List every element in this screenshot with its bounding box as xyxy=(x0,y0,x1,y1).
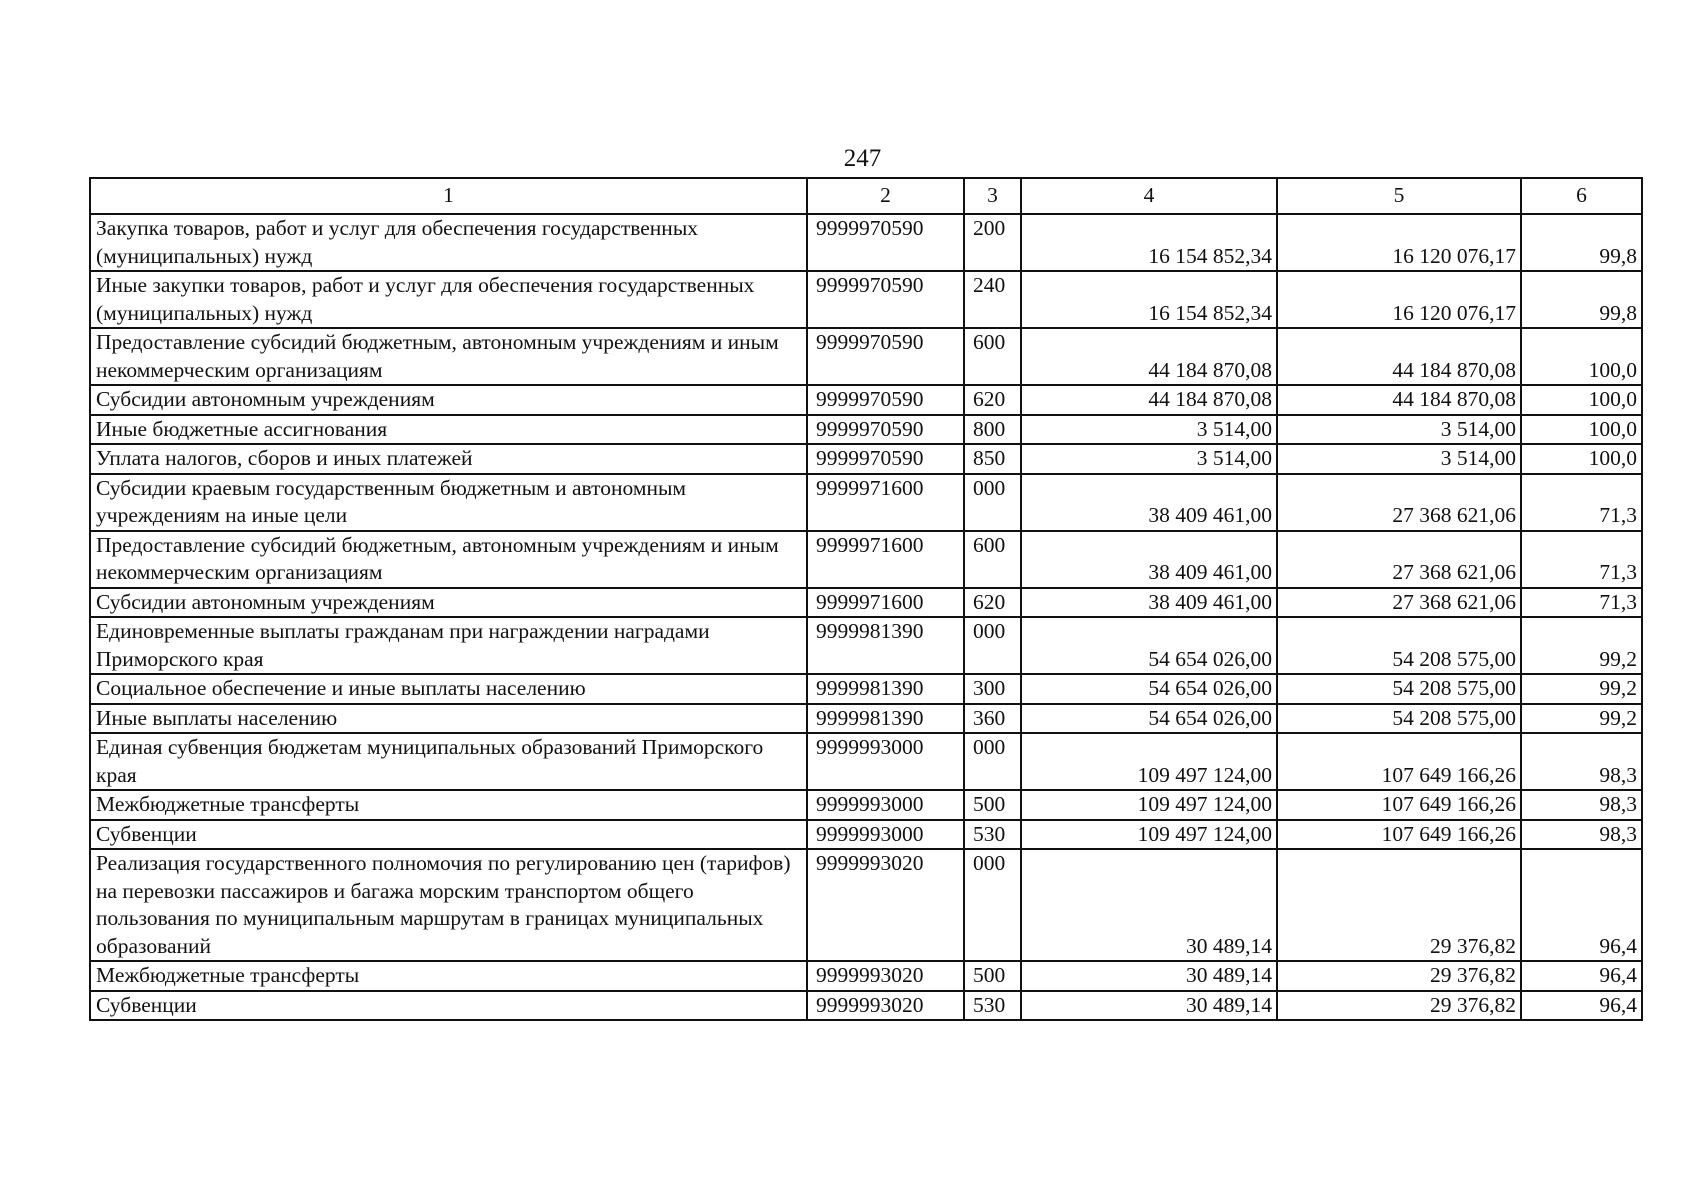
execution-percent-cell: 71,3 xyxy=(1521,474,1642,531)
table-row xyxy=(90,849,1642,961)
table-row xyxy=(90,704,1642,734)
expense-kind-code-cell: 000 xyxy=(964,617,1021,674)
execution-percent-cell: 99,8 xyxy=(1521,271,1642,328)
item-name-cell: Уплата налогов, сборов и иных платежей xyxy=(90,444,807,474)
planned-amount-cell: 16 154 852,34 xyxy=(1021,271,1277,328)
execution-percent-cell: 100,0 xyxy=(1521,444,1642,474)
item-name-cell: Иные закупки товаров, работ и услуг для обеспечения государственных (муниципальных) нужд xyxy=(90,271,807,328)
execution-percent-cell: 71,3 xyxy=(1521,588,1642,618)
target-article-code-cell: 9999981390 xyxy=(807,617,964,674)
target-article-code-cell: 9999970590 xyxy=(807,214,964,271)
item-name-cell: Межбюджетные трансферты xyxy=(90,790,807,820)
execution-percent-cell: 100,0 xyxy=(1521,328,1642,385)
executed-amount-cell: 107 649 166,26 xyxy=(1277,733,1521,790)
item-name-cell: Субвенции xyxy=(90,820,807,850)
planned-amount-cell: 38 409 461,00 xyxy=(1021,474,1277,531)
planned-amount-cell: 30 489,14 xyxy=(1021,961,1277,991)
target-article-code-cell: 9999971600 xyxy=(807,531,964,588)
target-article-code-cell: 9999993000 xyxy=(807,733,964,790)
target-article-code-cell: 9999981390 xyxy=(807,674,964,704)
target-article-code-cell: 9999970590 xyxy=(807,415,964,445)
execution-percent-cell: 71,3 xyxy=(1521,531,1642,588)
execution-percent-cell: 100,0 xyxy=(1521,385,1642,415)
executed-amount-cell: 16 120 076,17 xyxy=(1277,214,1521,271)
executed-amount-cell: 44 184 870,08 xyxy=(1277,385,1521,415)
executed-amount-cell: 54 208 575,00 xyxy=(1277,704,1521,734)
expense-kind-code-cell: 600 xyxy=(964,328,1021,385)
expense-kind-code-cell: 360 xyxy=(964,704,1021,734)
item-name-cell: Единовременные выплаты гражданам при награждении наградами Приморского края xyxy=(90,617,807,674)
item-name-cell: Реализация государственного полномочия по регулированию цен (тарифов) на перевозки пассажиров и багажа морским транспортом общего пользования по муниципальным маршрутам в границах муниципальных образований xyxy=(90,849,807,961)
column-header-2: 2 xyxy=(807,178,964,214)
item-name-cell: Предоставление субсидий бюджетным, автономным учреждениям и иным некоммерческим организациям xyxy=(90,531,807,588)
expense-kind-code-cell: 000 xyxy=(964,733,1021,790)
executed-amount-cell: 16 120 076,17 xyxy=(1277,271,1521,328)
expense-kind-code-cell: 000 xyxy=(964,474,1021,531)
item-name-cell: Иные выплаты населению xyxy=(90,704,807,734)
executed-amount-cell: 107 649 166,26 xyxy=(1277,790,1521,820)
expense-kind-code-cell: 800 xyxy=(964,415,1021,445)
execution-percent-cell: 99,2 xyxy=(1521,617,1642,674)
execution-percent-cell: 98,3 xyxy=(1521,733,1642,790)
expense-kind-code-cell: 530 xyxy=(964,991,1021,1021)
execution-percent-cell: 98,3 xyxy=(1521,820,1642,850)
table-body xyxy=(90,214,1642,1020)
execution-percent-cell: 96,4 xyxy=(1521,961,1642,991)
target-article-code-cell: 9999993000 xyxy=(807,790,964,820)
execution-percent-cell: 96,4 xyxy=(1521,849,1642,961)
planned-amount-cell: 3 514,00 xyxy=(1021,444,1277,474)
table-row xyxy=(90,531,1642,588)
table-row xyxy=(90,733,1642,790)
column-header-5: 5 xyxy=(1277,178,1521,214)
budget-execution-table xyxy=(89,177,1643,1021)
planned-amount-cell: 30 489,14 xyxy=(1021,849,1277,961)
target-article-code-cell: 9999971600 xyxy=(807,474,964,531)
planned-amount-cell: 3 514,00 xyxy=(1021,415,1277,445)
execution-percent-cell: 100,0 xyxy=(1521,415,1642,445)
expense-kind-code-cell: 300 xyxy=(964,674,1021,704)
execution-percent-cell: 98,3 xyxy=(1521,790,1642,820)
item-name-cell: Субвенции xyxy=(90,991,807,1021)
column-header-4: 4 xyxy=(1021,178,1277,214)
item-name-cell: Закупка товаров, работ и услуг для обеспечения государственных (муниципальных) нужд xyxy=(90,214,807,271)
item-name-cell: Межбюджетные трансферты xyxy=(90,961,807,991)
planned-amount-cell: 54 654 026,00 xyxy=(1021,704,1277,734)
item-name-cell: Субсидии автономным учреждениям xyxy=(90,385,807,415)
executed-amount-cell: 29 376,82 xyxy=(1277,991,1521,1021)
target-article-code-cell: 9999993020 xyxy=(807,991,964,1021)
target-article-code-cell: 9999993020 xyxy=(807,849,964,961)
expense-kind-code-cell: 500 xyxy=(964,961,1021,991)
planned-amount-cell: 38 409 461,00 xyxy=(1021,531,1277,588)
target-article-code-cell: 9999981390 xyxy=(807,704,964,734)
target-article-code-cell: 9999971600 xyxy=(807,588,964,618)
item-name-cell: Иные бюджетные ассигнования xyxy=(90,415,807,445)
execution-percent-cell: 96,4 xyxy=(1521,991,1642,1021)
expense-kind-code-cell: 240 xyxy=(964,271,1021,328)
planned-amount-cell: 44 184 870,08 xyxy=(1021,328,1277,385)
execution-percent-cell: 99,8 xyxy=(1521,214,1642,271)
executed-amount-cell: 29 376,82 xyxy=(1277,961,1521,991)
planned-amount-cell: 16 154 852,34 xyxy=(1021,214,1277,271)
expense-kind-code-cell: 850 xyxy=(964,444,1021,474)
table-row xyxy=(90,214,1642,271)
executed-amount-cell: 107 649 166,26 xyxy=(1277,820,1521,850)
item-name-cell: Единая субвенция бюджетам муниципальных образований Приморского края xyxy=(90,733,807,790)
table-row xyxy=(90,588,1642,618)
expense-kind-code-cell: 200 xyxy=(964,214,1021,271)
target-article-code-cell: 9999993020 xyxy=(807,961,964,991)
column-header-6: 6 xyxy=(1521,178,1642,214)
table-row xyxy=(90,271,1642,328)
executed-amount-cell: 29 376,82 xyxy=(1277,849,1521,961)
item-name-cell: Субсидии краевым государственным бюджетным и автономным учреждениям на иные цели xyxy=(90,474,807,531)
expense-kind-code-cell: 000 xyxy=(964,849,1021,961)
planned-amount-cell: 30 489,14 xyxy=(1021,991,1277,1021)
executed-amount-cell: 3 514,00 xyxy=(1277,415,1521,445)
planned-amount-cell: 109 497 124,00 xyxy=(1021,733,1277,790)
planned-amount-cell: 54 654 026,00 xyxy=(1021,617,1277,674)
table-row xyxy=(90,415,1642,445)
target-article-code-cell: 9999993000 xyxy=(807,820,964,850)
planned-amount-cell: 44 184 870,08 xyxy=(1021,385,1277,415)
target-article-code-cell: 9999970590 xyxy=(807,271,964,328)
executed-amount-cell: 27 368 621,06 xyxy=(1277,531,1521,588)
table-row xyxy=(90,820,1642,850)
executed-amount-cell: 54 208 575,00 xyxy=(1277,674,1521,704)
table-row xyxy=(90,991,1642,1021)
table-row xyxy=(90,674,1642,704)
target-article-code-cell: 9999970590 xyxy=(807,385,964,415)
planned-amount-cell: 54 654 026,00 xyxy=(1021,674,1277,704)
expense-kind-code-cell: 620 xyxy=(964,385,1021,415)
item-name-cell: Субсидии автономным учреждениям xyxy=(90,588,807,618)
table-row xyxy=(90,790,1642,820)
expense-kind-code-cell: 600 xyxy=(964,531,1021,588)
table-row xyxy=(90,617,1642,674)
column-header-3: 3 xyxy=(964,178,1021,214)
table-header-row xyxy=(90,178,1642,214)
item-name-cell: Социальное обеспечение и иные выплаты населению xyxy=(90,674,807,704)
planned-amount-cell: 109 497 124,00 xyxy=(1021,790,1277,820)
executed-amount-cell: 3 514,00 xyxy=(1277,444,1521,474)
execution-percent-cell: 99,2 xyxy=(1521,674,1642,704)
executed-amount-cell: 54 208 575,00 xyxy=(1277,617,1521,674)
table-row xyxy=(90,444,1642,474)
item-name-cell: Предоставление субсидий бюджетным, автономным учреждениям и иным некоммерческим организациям xyxy=(90,328,807,385)
execution-percent-cell: 99,2 xyxy=(1521,704,1642,734)
expense-kind-code-cell: 620 xyxy=(964,588,1021,618)
page-number: 247 xyxy=(843,145,882,172)
table-row xyxy=(90,961,1642,991)
executed-amount-cell: 27 368 621,06 xyxy=(1277,474,1521,531)
table-row xyxy=(90,474,1642,531)
target-article-code-cell: 9999970590 xyxy=(807,444,964,474)
column-header-1: 1 xyxy=(90,178,807,214)
table-row xyxy=(90,328,1642,385)
planned-amount-cell: 109 497 124,00 xyxy=(1021,820,1277,850)
target-article-code-cell: 9999970590 xyxy=(807,328,964,385)
executed-amount-cell: 44 184 870,08 xyxy=(1277,328,1521,385)
executed-amount-cell: 27 368 621,06 xyxy=(1277,588,1521,618)
expense-kind-code-cell: 530 xyxy=(964,820,1021,850)
table-row xyxy=(90,385,1642,415)
expense-kind-code-cell: 500 xyxy=(964,790,1021,820)
planned-amount-cell: 38 409 461,00 xyxy=(1021,588,1277,618)
